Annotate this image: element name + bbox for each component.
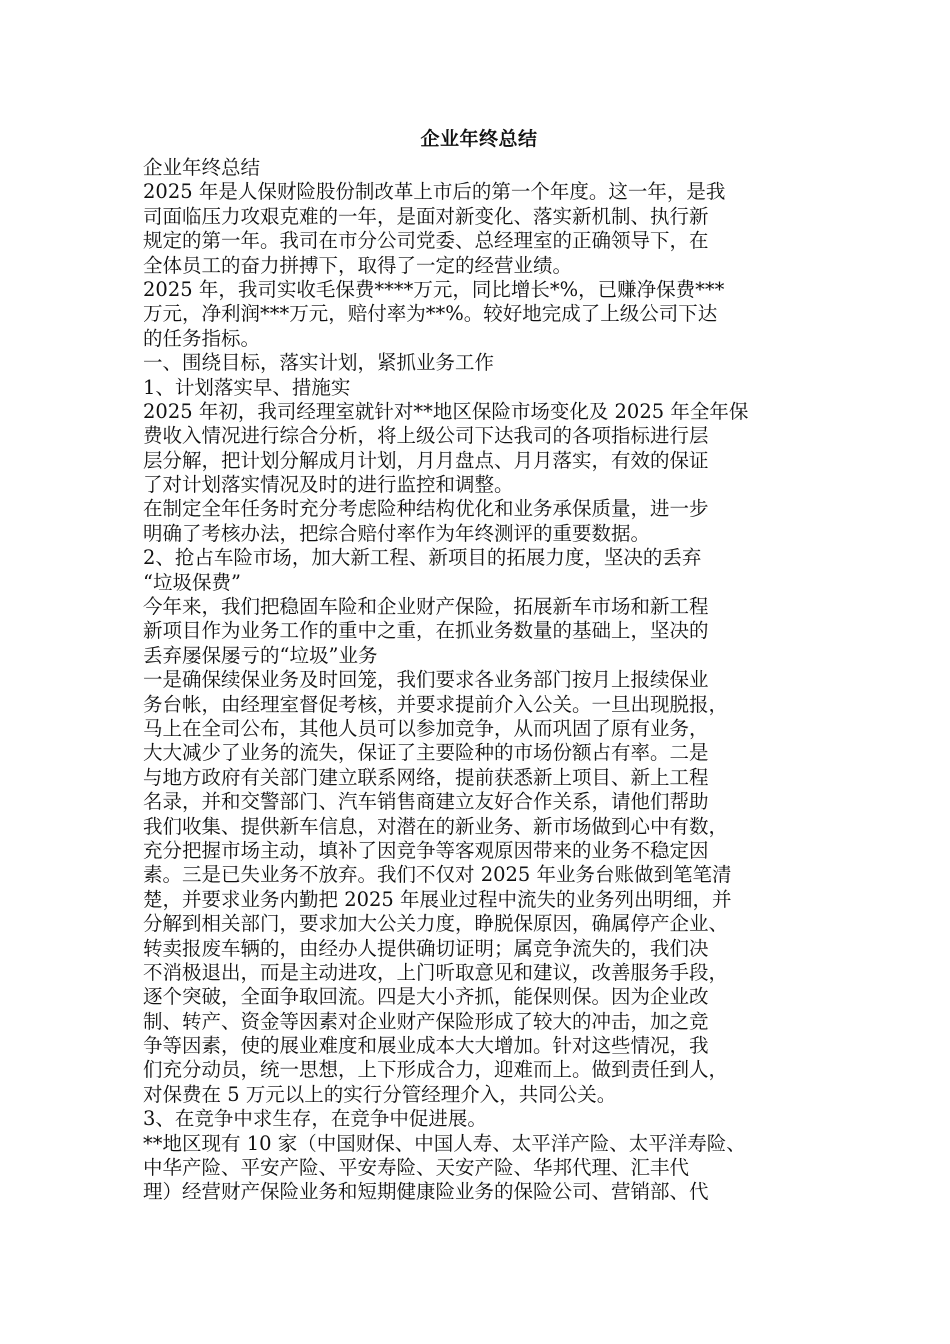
text-line: 对保费在 5 万元以上的实行分管经理介入，共同公关。	[143, 1082, 617, 1106]
text-line: 马上在全司公布，其他人员可以参加竞争，从而巩固了原有业务，	[143, 716, 709, 740]
text-line: “垃圾保费”	[143, 570, 241, 594]
text-line: 制、转产、资金等因素对企业财产保险形成了较大的冲击，加之竞	[143, 1009, 709, 1033]
text-line: 层分解，把计划分解成月计划，月月盘点、月月落实，有效的保证	[143, 448, 709, 472]
text-line: 务台帐，由经理室督促考核，并要求提前介入公关。一旦出现脱报，	[143, 692, 729, 716]
text-line: 明确了考核办法，把综合赔付率作为年终测评的重要数据。	[143, 521, 651, 545]
text-line: 不消极退出，而是主动进攻，上门听取意见和建议，改善服务手段，	[143, 960, 729, 984]
text-line: 了对计划落实情况及时的进行监控和调整。	[143, 473, 514, 497]
text-line: 中华产险、平安产险、平安寿险、天安产险、华邦代理、汇丰代	[143, 1156, 690, 1180]
text-line: 们充分动员，统一思想，上下形成合力，迎难而上。做到责任到人，	[143, 1058, 729, 1082]
text-line: 转卖报废车辆的，由经办人提供确切证明；属竞争流失的，我们决	[143, 936, 709, 960]
text-line: 新项目作为业务工作的重中之重，在抓业务数量的基础上，坚决的	[143, 619, 709, 643]
text-line: 楚，并要求业务内勤把 2025 年展业过程中流失的业务列出明细，并	[143, 887, 732, 911]
text-line: 大大减少了业务的流失，保证了主要险种的市场份额占有率。二是	[143, 741, 709, 765]
text-line: 充分把握市场主动，填补了因竞争等客观原因带来的业务不稳定因	[143, 838, 709, 862]
text-line: 2025 年是人保财险股份制改革上市后的第一个年度。这一年，是我	[143, 180, 726, 204]
text-line: 名录，并和交警部门、汽车销售商建立友好合作关系，请他们帮助	[143, 790, 709, 814]
text-line: 1、计划落实早、措施实	[143, 375, 351, 399]
text-line: 2025 年初，我司经理室就针对**地区保险市场变化及 2025 年全年保	[143, 399, 749, 423]
text-line: 的任务指标。	[143, 326, 261, 350]
text-line: 费收入情况进行综合分析，将上级公司下达我司的各项指标进行层	[143, 424, 709, 448]
text-line: 我们收集、提供新车信息，对潜在的新业务、新市场做到心中有数，	[143, 814, 729, 838]
text-line: 一是确保续保业务及时回笼，我们要求各业务部门按月上报续保业	[143, 668, 709, 692]
text-line: 2、抢占车险市场，加大新工程、新项目的拓展力度，坚决的丢弃	[143, 546, 702, 570]
text-line: 3、在竞争中求生存，在竞争中促进展。	[143, 1107, 487, 1131]
text-line: 与地方政府有关部门建立联系网络，提前获悉新上项目、新上工程	[143, 765, 709, 789]
text-line: 今年来，我们把稳固车险和企业财产保险，拓展新车市场和新工程	[143, 595, 709, 619]
document-body	[143, 156, 815, 1205]
text-line: 2025 年，我司实收毛保费****万元，同比增长*%，已赚净保费***	[143, 277, 725, 301]
text-line: 争等因素，使的展业难度和展业成本大大增加。针对这些情况，我	[143, 1034, 709, 1058]
text-line: 一、围绕目标，落实计划，紧抓业务工作	[143, 351, 495, 375]
text-line: 司面临压力攻艰克难的一年，是面对新变化、落实新机制、执行新	[143, 204, 709, 228]
document-title: 企业年终总结	[420, 128, 538, 150]
text-line: 理）经营财产保险业务和短期健康险业务的保险公司、营销部、代	[143, 1180, 709, 1204]
text-line: **地区现有 10 家（中国财保、中国人寿、太平洋产险、太平洋寿险、	[143, 1131, 746, 1155]
document-page	[143, 122, 815, 1205]
text-line: 企业年终总结	[143, 156, 261, 179]
text-line: 素。三是已失业务不放弃。我们不仅对 2025 年业务台账做到笔笔清	[143, 863, 732, 887]
text-line: 万元，净利润***万元，赔付率为**%。较好地完成了上级公司下达	[143, 302, 718, 326]
text-line: 规定的第一年。我司在市分公司党委、总经理室的正确领导下，在	[143, 229, 709, 253]
text-line: 丢弃屡保屡亏的“垃圾”业务	[143, 643, 378, 667]
text-line: 分解到相关部门，要求加大公关力度，睁脱保原因，确属停产企业、	[143, 912, 729, 936]
text-line: 逐个突破，全面争取回流。四是大小齐抓，能保则保。因为企业改	[143, 985, 709, 1009]
text-line: 全体员工的奋力拼搏下，取得了一定的经营业绩。	[143, 253, 573, 277]
text-line: 在制定全年任务时充分考虑险种结构优化和业务承保质量，进一步	[143, 497, 709, 521]
